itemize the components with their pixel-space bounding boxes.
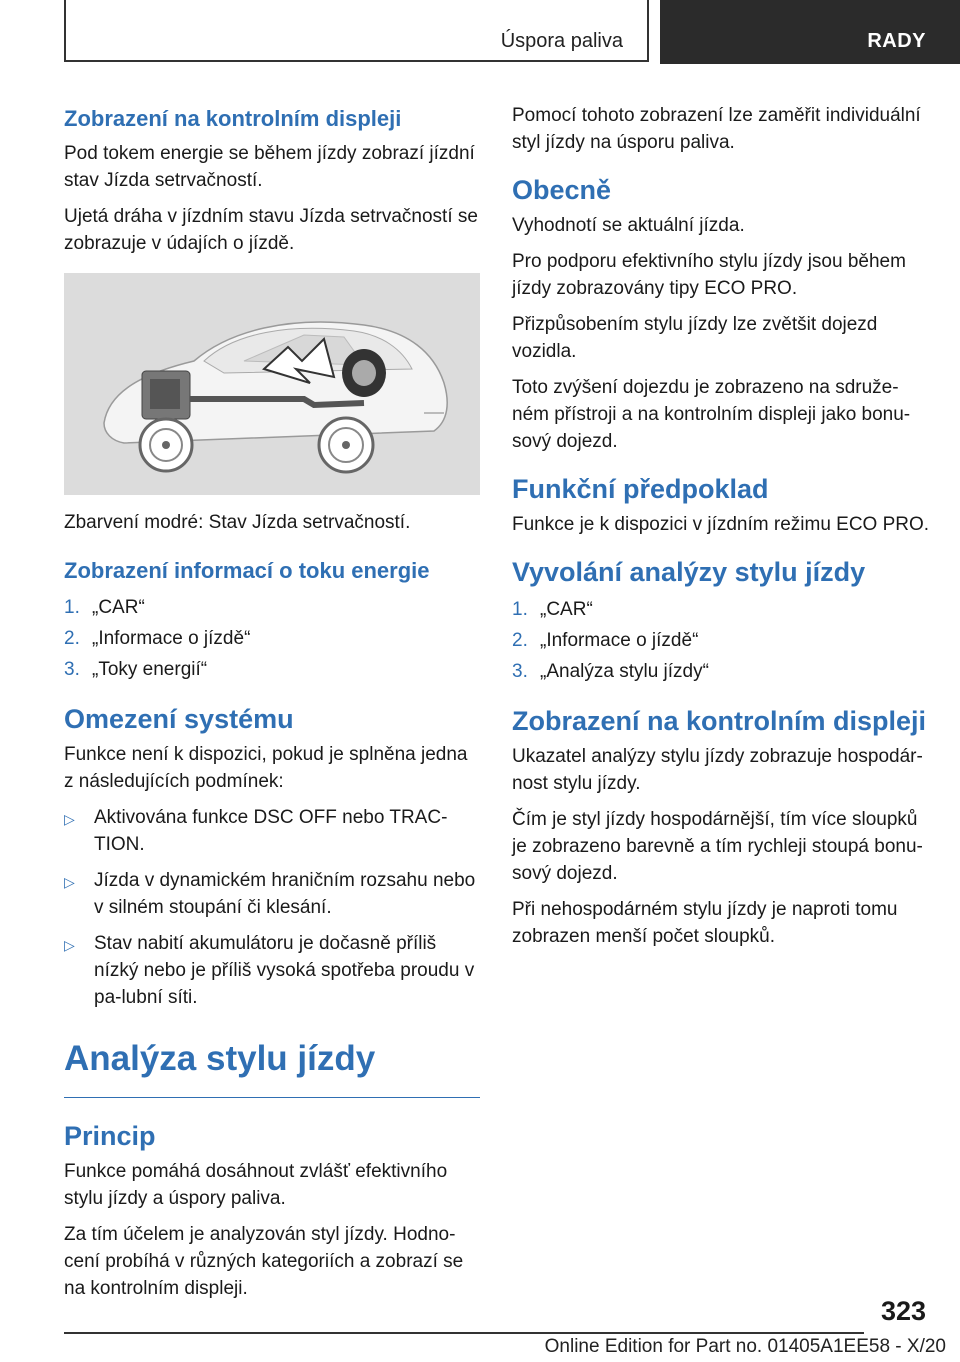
list-item: 2. „Informace o jízdě“ [64, 628, 251, 649]
car-illustration [64, 273, 480, 495]
right-column [512, 98, 932, 959]
paragraph: Vyhodnotí se aktuální jízda. [512, 215, 745, 236]
limits-list [64, 804, 480, 1011]
triangle-bullet-icon: ▷ [64, 811, 75, 827]
paragraph: Pomocí tohoto zobrazení lze zaměřit individuální styl jízdy na úsporu paliva. [512, 105, 921, 153]
section-title-general: Obecně [512, 175, 612, 205]
section-title-display: Zobrazení na kontrolním displeji [64, 106, 402, 131]
list-item: ▷ Aktivována funkce DSC OFF nebo TRAC-TION. [64, 804, 480, 858]
paragraph: Pro podporu efektivního stylu jízdy jsou během jízdy zobrazovány tipy ECO PRO. [512, 251, 906, 299]
paragraph: Ujetá dráha v jízdním stavu Jízda setrvačností se zobrazuje v údajích o jízdě. [64, 206, 478, 254]
paragraph: Čím je styl jízdy hospodárnější, tím více sloupků je zobrazeno barevně a tím rychleji stoupá bonu-sový dojezd. [512, 809, 923, 884]
list-item: 3. „Toky energií“ [64, 659, 208, 680]
call-analysis-steps [512, 594, 932, 687]
footer-edition: Online Edition for Part no. 01405A1EE58 - X/20 [544, 1336, 946, 1357]
paragraph: Ukazatel analýzy stylu jízdy zobrazuje hospodár-nost stylu jízdy. [512, 746, 923, 794]
paragraph: Funkce pomáhá dosáhnout zvlášť efektivního stylu jízdy a úspory paliva. [64, 1161, 448, 1209]
list-item: ▷ Jízda v dynamickém hraničním rozsahu nebo v silném stoupání či klesání. [64, 867, 480, 921]
section-title-principle: Princip [64, 1121, 156, 1151]
list-item: 3. „Analýza stylu jízdy“ [512, 661, 709, 682]
energy-flow-steps [64, 592, 480, 685]
paragraph: Toto zvýšení dojezdu je zobrazeno na sdruže-ném přístroji a na kontrolním displeji jako bonu-sový dojezd. [512, 377, 911, 452]
section-title-limits: Omezení systému [64, 704, 294, 734]
list-item: ▷ Stav nabití akumulátoru je dočasně příliš nízký nebo je příliš vysoká spotřeba proudu v pa-lubní síti. [64, 930, 480, 1011]
chapter-tab-label: RADY [867, 30, 926, 52]
paragraph: Při nehospodárném stylu jízdy je naproti tomu zobrazen menší počet sloupků. [512, 899, 898, 947]
left-column [64, 98, 480, 1311]
list-item: 1. „CAR“ [512, 599, 593, 620]
chapter-heading: Analýza stylu jízdy [64, 1037, 480, 1098]
header-section-title: Úspora paliva [500, 30, 623, 52]
paragraph: Funkce je k dispozici v jízdním režimu ECO PRO. [512, 514, 930, 535]
section-title-call-analysis: Vyvolání analýzy stylu jízdy [512, 557, 866, 587]
paragraph: Funkce není k dispozici, pokud je splněna jedna z následujících podmínek: [64, 744, 468, 792]
chapter-tab[interactable] [660, 0, 960, 64]
footer-divider [64, 1332, 864, 1334]
page-number: 323 [880, 1296, 926, 1326]
section-title-energy-flow: Zobrazení informací o toku energie [64, 558, 430, 583]
paragraph: Přizpůsobením stylu jízdy lze zvětšit dojezd vozidla. [512, 314, 878, 362]
car-coasting-illustration [64, 273, 480, 495]
list-item: 2. „Informace o jízdě“ [512, 630, 699, 651]
triangle-bullet-icon: ▷ [64, 874, 75, 890]
header-frame [64, 0, 649, 62]
section-title-prerequisite: Funkční předpoklad [512, 474, 769, 504]
list-item: 1. „CAR“ [64, 597, 145, 618]
triangle-bullet-icon: ▷ [64, 937, 75, 953]
paragraph: Za tím účelem je analyzován styl jízdy. Hodno-cení probíhá v různých kategoriích a zobrazí se na kontrolním displeji. [64, 1224, 464, 1299]
figure-caption: Zbarvení modré: Stav Jízda setrvačností. [64, 512, 411, 533]
paragraph: Pod tokem energie se během jízdy zobrazí jízdní stav Jízda setrvačností. [64, 143, 475, 191]
section-title-display-analysis: Zobrazení na kontrolním displeji [512, 706, 927, 736]
